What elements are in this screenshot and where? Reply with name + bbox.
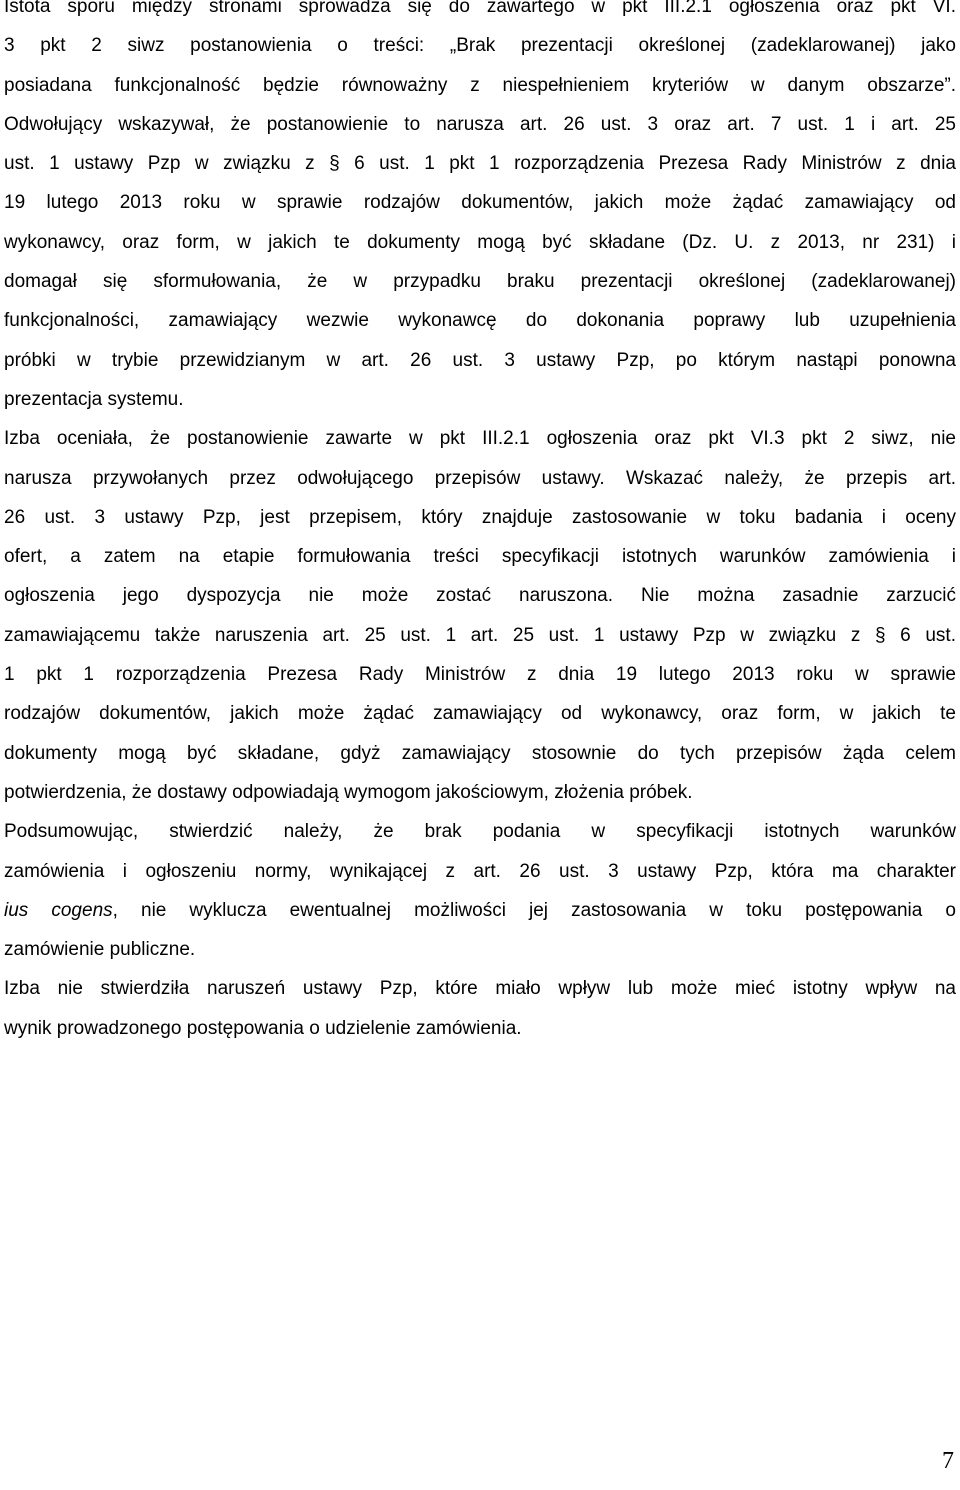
text-line: narusza przywołanych przez odwołującego przepisów ustawy. Wskazać należy, że przepis art.: [4, 467, 956, 489]
text-line: domagał się sformułowania, że w przypadku braku prezentacji określonej (zadeklarowanej): [4, 271, 956, 293]
text-line: rodzajów dokumentów, jakich może żądać zamawiający od wykonawcy, oraz form, w jakich te: [4, 703, 956, 725]
text-line: wykonawcy, oraz form, w jakich te dokumenty mogą być składane (Dz. U. z 2013, nr 231) i: [4, 231, 956, 253]
italic-term: ius cogens: [4, 899, 113, 921]
text-line: Izba nie stwierdziła naruszeń ustawy Pzp, które miało wpływ lub może mieć istotny wpływ na: [4, 978, 956, 1000]
document-body: [4, 0, 956, 1048]
text-line: zamówienia i ogłoszeniu normy, wynikającej z art. 26 ust. 3 ustawy Pzp, która ma charakter: [4, 860, 956, 882]
text-line: zamawiającemu także naruszenia art. 25 ust. 1 art. 25 ust. 1 ustawy Pzp w związku z § 6 ust.: [4, 624, 956, 646]
text-line: 3 pkt 2 siwz postanowienia o treści: „Brak prezentacji określonej (zadeklarowanej) jako: [4, 35, 956, 57]
text-line: Izba oceniała, że postanowienie zawarte w pkt III.2.1 ogłoszenia oraz pkt VI.3 pkt 2 siwz, nie: [4, 428, 956, 450]
paragraph-1: [4, 0, 956, 419]
text-line: [4, 891, 956, 930]
text-line: prezentacja systemu.: [4, 388, 184, 410]
paragraph-4: [4, 969, 956, 1048]
text-line: ogłoszenia jego dyspozycja nie może zostać naruszona. Nie można zasadnie zarzucić: [4, 585, 956, 607]
text-line: ust. 1 ustawy Pzp w związku z § 6 ust. 1 pkt 1 rozporządzenia Prezesa Rady Ministrów z dnia: [4, 153, 956, 175]
text-line: 19 lutego 2013 roku w sprawie rodzajów dokumentów, jakich może żądać zamawiający od: [4, 192, 956, 214]
text-line: potwierdzenia, że dostawy odpowiadają wymogom jakościowym, złożenia próbek.: [4, 781, 693, 803]
text-line: 1 pkt 1 rozporządzenia Prezesa Rady Ministrów z dnia 19 lutego 2013 roku w sprawie: [4, 664, 956, 686]
text-line: posiadana funkcjonalność będzie równoważny z niespełnieniem kryteriów w danym obszarze”.: [4, 74, 956, 96]
text-line: Podsumowując, stwierdzić należy, że brak podania w specyfikacji istotnych warunków: [4, 821, 956, 843]
text-line: funkcjonalności, zamawiający wezwie wykonawcę do dokonania poprawy lub uzupełnienia: [4, 310, 956, 332]
text-line: 26 ust. 3 ustawy Pzp, jest przepisem, który znajduje zastosowanie w toku badania i oceny: [4, 506, 956, 528]
text-line: Odwołujący wskazywał, że postanowienie to narusza art. 26 ust. 3 oraz art. 7 ust. 1 i art. 25: [4, 113, 956, 135]
page-number: 7: [942, 1448, 954, 1474]
paragraph-3: [4, 812, 956, 969]
text-line: próbki w trybie przewidzianym w art. 26 ust. 3 ustawy Pzp, po którym nastąpi ponowna: [4, 349, 956, 371]
text-line: dokumenty mogą być składane, gdyż zamawiający stosownie do tych przepisów żąda celem: [4, 742, 956, 764]
text-segment: , nie wyklucza ewentualnej możliwości jej zastosowania w toku postępowania o: [112, 899, 956, 921]
text-line: zamówienie publiczne.: [4, 939, 196, 961]
paragraph-2: [4, 419, 956, 812]
text-line: Istota sporu między stronami sprowadza się do zawartego w pkt III.2.1 ogłoszenia oraz pkt VI.: [4, 0, 956, 17]
text-line: wynik prowadzonego postępowania o udzielenie zamówienia.: [4, 1017, 522, 1039]
text-line: ofert, a zatem na etapie formułowania treści specyfikacji istotnych warunków zamówienia i: [4, 546, 956, 568]
